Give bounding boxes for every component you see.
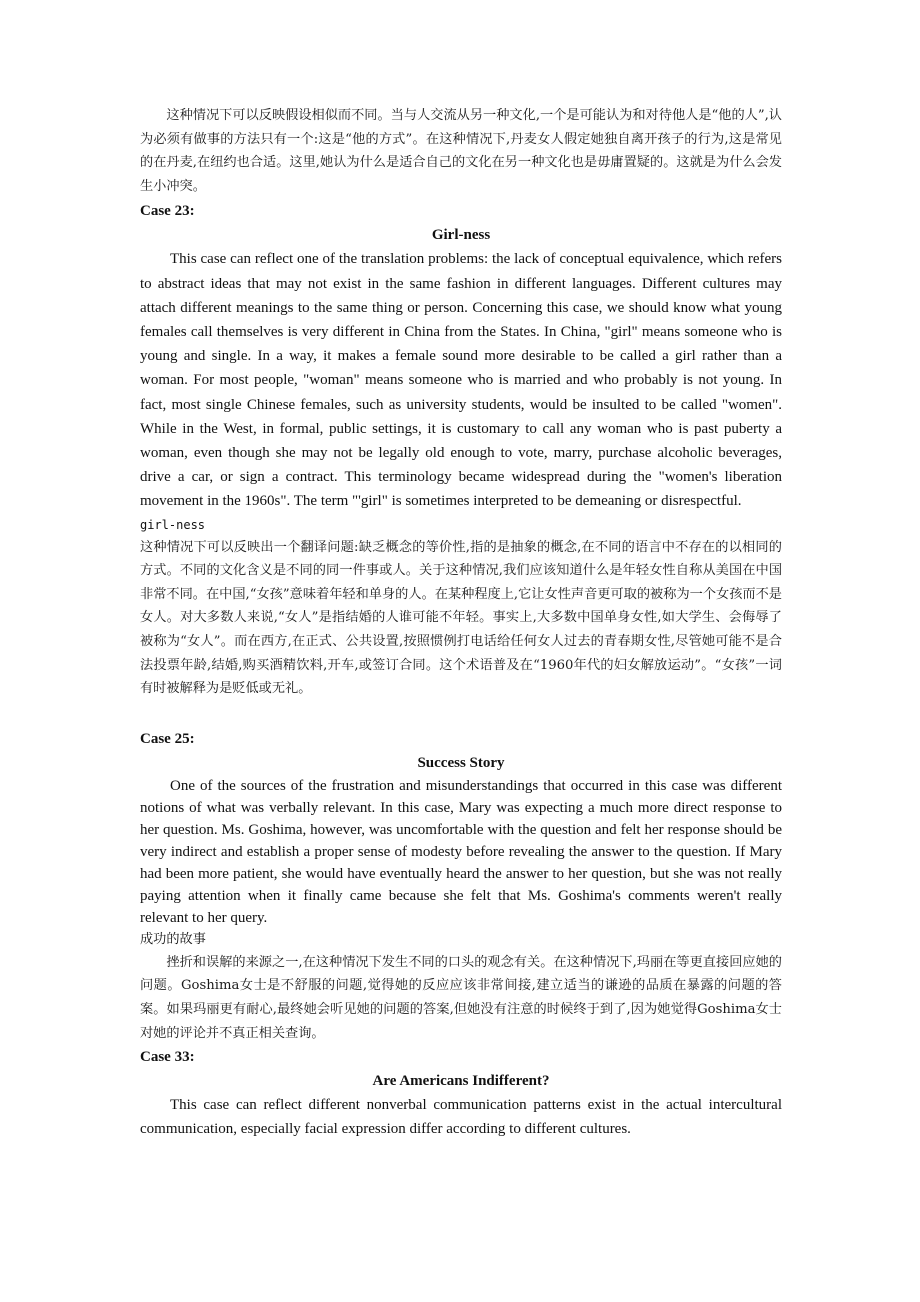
case-25-translation-title: 成功的故事: [140, 931, 206, 947]
case-23-label: Case 23:: [140, 203, 195, 220]
case-23-chinese-paragraph: 这种情况下可以反映出一个翻译问题:缺乏概念的等价性,指的是抽象的概念,在不同的语言中不存在的以相同的方式。不同的文化含义是不同的同一件事或人。关于这种情况,我们应该知道什么是年轻女性自称从美国在中国非常不同。在中国,“女孩”意味着年轻和单身的人。在某种程度上,它让女性声音更可取的被称为一个女孩而不是女人。对大多数人来说,“女人”是指结婚的人谁可能不年轻。事实上,大多数中国单身女性,如大学生、会侮辱了被称为“女人”。而在西方,在正式、公共设置,按照惯例打电话给任何女人过去的青春期女性,尽管她可能不是合法投票年龄,结婚,购买酒精饮料,开车,或签订合同。这个术语普及在“1960年代的妇女解放运动”。“女孩”一词有时被解释为是贬低或无礼。: [140, 539, 782, 697]
case-33-english-paragraph: This case can reflect different nonverbal communication patterns exist in the actual intercultural communication, especially facial expression differ according to different cultures.: [140, 1097, 782, 1138]
section-gap: [140, 701, 782, 727]
case-23-title: Girl-ness: [431, 227, 491, 244]
case-33-section: [140, 1045, 782, 1141]
case-33-label: Case 33:: [140, 1049, 195, 1066]
case-33-title: Are Americans Indifferent?: [372, 1073, 550, 1090]
case-25-english-paragraph: One of the sources of the frustration and misunderstandings that occurred in this case was different notions of what was verbally relevant. In this case, Mary was expecting a much more direct response to her question. Ms. Goshima, however, was uncomfortable with the question and felt her response should be very indirect and establish a proper sense of modesty before revealing the answer to the question. If Mary had been more patient, she would have eventually heard the answer to her question, but she was not really paying attention when it finally came because she felt that Ms. Goshima's comments weren't really relevant to her query.: [140, 777, 782, 926]
document-page: [140, 104, 782, 1142]
case-23-english-paragraph: This case can reflect one of the translation problems: the lack of conceptual equivalence, which refers to abstract ideas that may not exist in the same fashion in different languages. Different cultures may attach different meanings to the same thing or person. Concerning this case, we should know what young females call themselves is very different in China from the States. In China, "girl" means someone who is young and single. In a way, it makes a female sound more desirable to be called a girl rather than a woman. For most people, "woman" means someone who is married and who probably is not young. In fact, most single Chinese females, such as university students, would be insulted to be called "women". While in the West, in formal, public settings, it is customary to call any woman who is past puberty a woman, even though she may not be legally old enough to vote, marry, purchase alcoholic beverages, drive a car, or sign a contract. This terminology became widespread during the "women's liberation movement in the 1960s". The term "'girl" is sometimes interpreted to be demeaning or disrespectful.: [140, 251, 782, 510]
case-25-section: [140, 727, 782, 1045]
intro-paragraph: 这种情况下可以反映假设相似而不同。当与人交流从另一种文化,一个是可能认为和对待他人是“他的人”,认为必须有做事的方法只有一个:这是“他的方式”。在这种情况下,丹麦女人假定她独自离开孩子的行为,这是常见的在丹麦,在纽约也合适。这里,她认为什么是适合自己的文化在另一种文化也是毋庸置疑的。这就是为什么会发生小冲突。: [140, 108, 782, 194]
case-23-section: [140, 199, 782, 700]
case-25-label: Case 25:: [140, 730, 195, 747]
case-25-chinese-paragraph: 挫折和误解的来源之一,在这种情况下发生不同的口头的观念有关。在这种情况下,玛丽在等更直接回应她的问题。Goshima女士是不舒服的问题,觉得她的反应应该非常间接,建立适当的谦逊的品质在暴露的问题的答案。如果玛丽更有耐心,最终她会听见她的问题的答案,但她没有注意的时候终于到了,因为她觉得Goshima女士对她的评论并不真正相关查询。: [140, 954, 782, 1041]
case-23-translation-title: girl-ness: [140, 517, 206, 532]
case-25-title: Success Story: [417, 754, 505, 771]
